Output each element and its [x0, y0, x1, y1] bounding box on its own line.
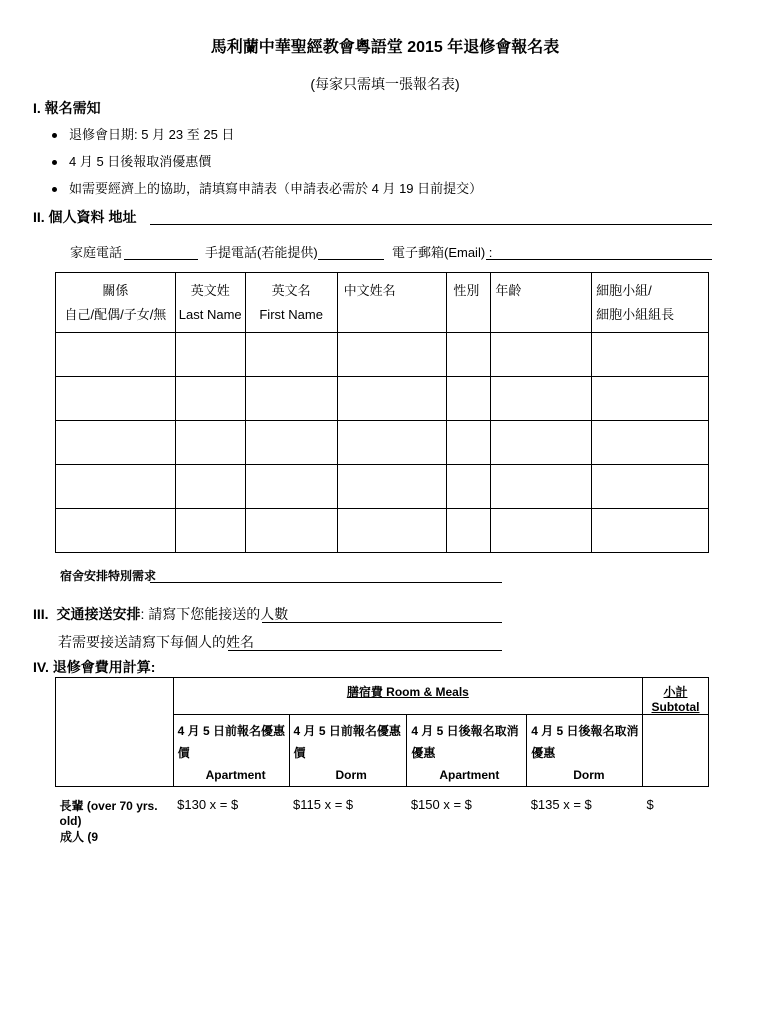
table-cell[interactable]: [245, 333, 337, 377]
table-cell[interactable]: [337, 377, 447, 421]
table-cell[interactable]: [592, 377, 709, 421]
table-cell[interactable]: [245, 421, 337, 465]
room-needs-label: 宿舍安排特別需求: [60, 569, 157, 583]
transport-capacity-field[interactable]: [262, 622, 502, 623]
table-cell[interactable]: [56, 465, 176, 509]
table-cell[interactable]: [56, 333, 176, 377]
table-row: [56, 333, 709, 377]
mobile-phone-field[interactable]: [318, 259, 384, 260]
section-4-heading: IV. 退修會費用計算:: [33, 659, 156, 675]
table-cell[interactable]: [592, 333, 709, 377]
col-header-last-name: 英文姓 Last Name: [175, 273, 245, 333]
section-3-heading: III. 交通接送安排: 請寫下您能接送的人數: [33, 606, 289, 622]
family-members-table: [55, 272, 709, 553]
table-cell[interactable]: [175, 509, 245, 553]
table-cell[interactable]: [56, 377, 176, 421]
col-header-early-dorm: 4 月 5 日前報名優惠價 Dorm: [289, 715, 407, 787]
table-cell[interactable]: [337, 509, 447, 553]
section-1-heading: I. 報名需知: [33, 100, 101, 116]
col-header-gender: 性別: [447, 273, 491, 333]
col-header-late-apartment: 4 月 5 日後報名取消優惠 Apartment: [407, 715, 527, 787]
section-2-heading: II. 個人資料 地址: [33, 209, 137, 225]
bullet-item: [52, 151, 211, 170]
table-cell[interactable]: [56, 421, 176, 465]
subtotal-col-blank: [643, 715, 709, 787]
bullet-text: 退修會日期: 5 月 23 至 25 日: [69, 127, 235, 142]
mobile-phone-label: 手提電話(若能提供): [205, 245, 318, 260]
table-cell[interactable]: [245, 465, 337, 509]
email-label: 電子郵箱(Email) :: [392, 245, 493, 260]
table-cell[interactable]: [447, 421, 491, 465]
table-cell[interactable]: [592, 421, 709, 465]
home-phone-label: 家庭電話: [70, 245, 123, 260]
form-subtitle: (每家只需填一張報名表): [310, 76, 460, 92]
fee-row-label: 長輩 (over 70 yrs. old): [59, 799, 158, 828]
bullet-item: [52, 178, 482, 197]
col-header-late-dorm: 4 月 5 日後報名取消優惠 Dorm: [527, 715, 643, 787]
table-cell[interactable]: [337, 421, 447, 465]
table-cell[interactable]: [175, 377, 245, 421]
table-cell[interactable]: [175, 465, 245, 509]
col-header-early-apartment: 4 月 5 日前報名優惠價 Apartment: [173, 715, 289, 787]
col-header-cell-group: 細胞小組/ 細胞小組組長: [592, 273, 709, 333]
table-cell[interactable]: [447, 465, 491, 509]
table-cell[interactable]: [491, 509, 592, 553]
table-cell[interactable]: [491, 377, 592, 421]
col-header-first-name: 英文名 First Name: [245, 273, 337, 333]
col-header-chinese-name: 中文姓名: [337, 273, 447, 333]
table-row: [56, 509, 709, 553]
bullet-text: 4 月 5 日後報取消優惠價: [69, 154, 212, 169]
table-cell[interactable]: [447, 333, 491, 377]
col-header-age: 年齡: [491, 273, 592, 333]
table-cell[interactable]: [592, 465, 709, 509]
fee-cell[interactable]: $135 x = $: [530, 797, 592, 812]
room-needs-field[interactable]: [150, 582, 502, 583]
fee-cell[interactable]: $115 x = $: [293, 797, 354, 812]
fee-table: [55, 677, 709, 828]
room-meals-header: 膳宿費 Room & Meals: [173, 678, 642, 715]
table-cell[interactable]: [491, 333, 592, 377]
home-phone-field[interactable]: [124, 259, 198, 260]
subtotal-header: 小計 Subtotal: [643, 678, 709, 715]
form-title: 馬利蘭中華聖經教會粵語堂 2015 年退修會報名表: [210, 39, 560, 56]
bullet-icon: [52, 133, 57, 138]
table-cell[interactable]: [337, 333, 447, 377]
fee-table-corner: [56, 678, 174, 787]
table-header-row: [56, 273, 709, 333]
bullet-text: 如需要經濟上的協助，請填寫申請表（申請表必需於 4 月 19 日前提交）: [69, 181, 483, 196]
table-cell[interactable]: [447, 509, 491, 553]
table-row: [56, 421, 709, 465]
fee-cell[interactable]: $130 x = $: [177, 797, 239, 812]
table-cell[interactable]: [245, 377, 337, 421]
table-cell[interactable]: [56, 509, 176, 553]
table-cell[interactable]: [491, 465, 592, 509]
bullet-icon: [52, 160, 57, 165]
table-cell[interactable]: [175, 421, 245, 465]
email-field[interactable]: [486, 259, 712, 260]
transport-names-label: 若需要接送請寫下每個人的姓名: [58, 634, 254, 650]
table-cell[interactable]: [447, 377, 491, 421]
fee-row-senior: [56, 787, 709, 829]
address-field[interactable]: [150, 224, 712, 225]
table-cell[interactable]: [245, 509, 337, 553]
table-cell[interactable]: [337, 465, 447, 509]
fee-row-label-adult: 成人 (9: [60, 830, 99, 844]
table-row: [56, 465, 709, 509]
bullet-item: [52, 124, 234, 143]
fee-cell[interactable]: $150 x = $: [410, 797, 472, 812]
table-cell[interactable]: [592, 509, 709, 553]
table-cell[interactable]: [491, 421, 592, 465]
transport-names-field[interactable]: [228, 650, 502, 651]
fee-subtotal-cell[interactable]: $: [646, 797, 654, 812]
table-cell[interactable]: [175, 333, 245, 377]
col-header-relation: 關係 自己/配偶/子女/無: [56, 273, 176, 333]
table-row: [56, 377, 709, 421]
bullet-icon: [52, 187, 57, 192]
